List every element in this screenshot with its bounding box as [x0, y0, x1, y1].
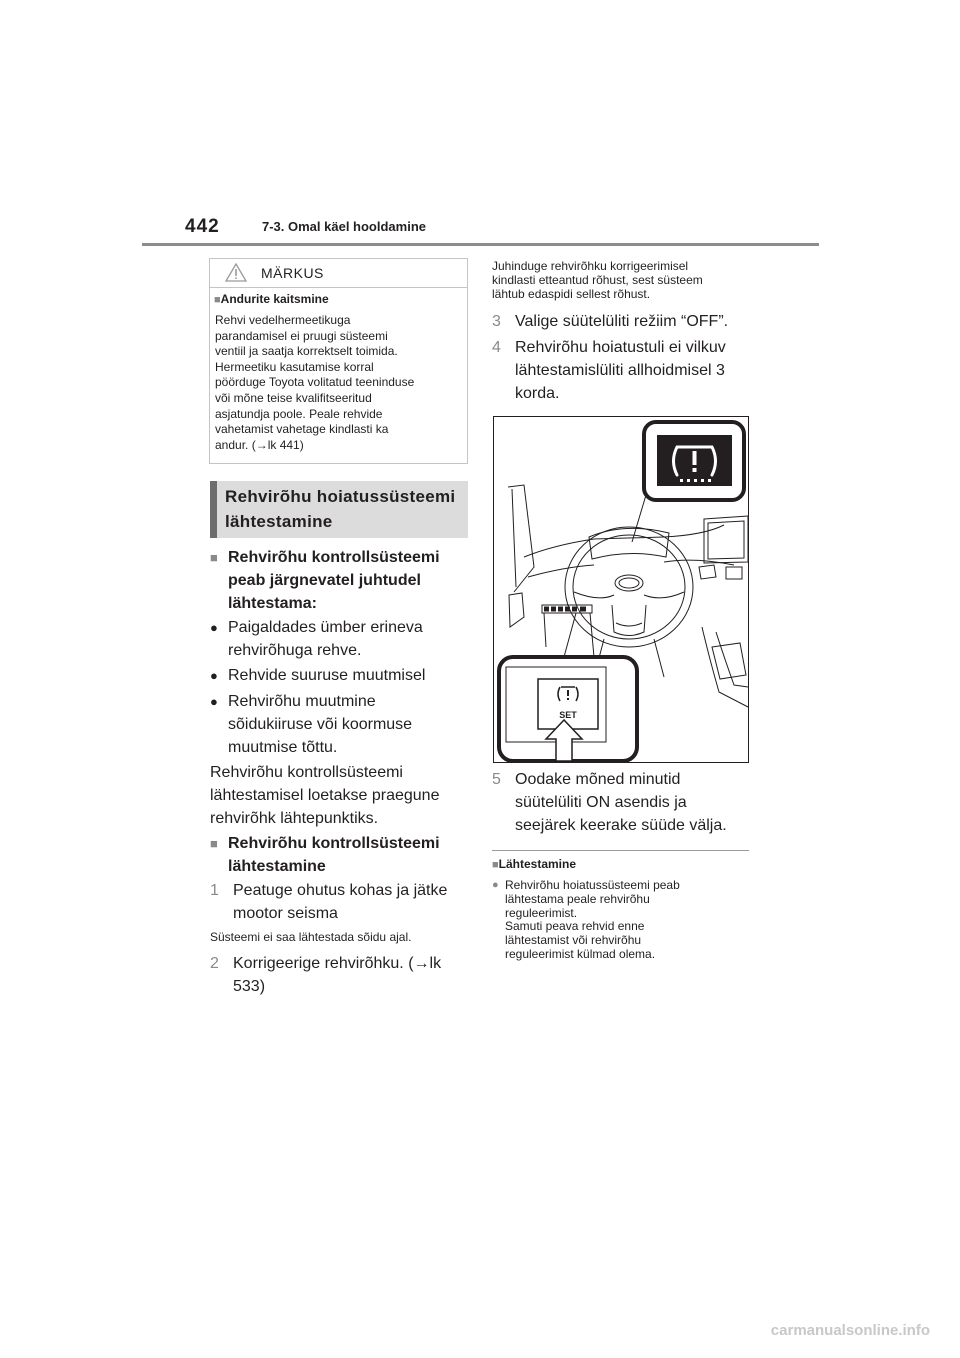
bullet-icon: ● [210, 668, 218, 683]
step-number: 1 [210, 882, 219, 899]
step-text: Rehvirõhu hoiatustuli ei vilkuv lähtestamislüliti allhoidmisel 3 korda. [515, 339, 726, 402]
list-item [210, 690, 470, 759]
square-bullet-icon: ■ [210, 550, 218, 565]
footnote-body [492, 879, 754, 962]
notice-subheading [214, 292, 329, 306]
bullet-icon: ● [492, 879, 499, 891]
bullet-icon: ● [210, 620, 218, 635]
notice-subheading-text: Andurite kaitsmine [220, 292, 329, 306]
step-number: 2 [210, 955, 219, 972]
step-number: 3 [492, 313, 501, 330]
step-1 [210, 879, 470, 925]
step-3 [492, 310, 754, 333]
step-text: Oodake mõned minutid süütelüliti ON asendis ja seejärek keerake süüde välja. [515, 771, 727, 834]
subheading-text: Rehvirõhu kontrollsüsteemi lähtestamine [228, 835, 440, 875]
footnote-heading-text: Lähtestamine [498, 857, 577, 871]
list-item-text: Paigaldades ümber erineva rehvirõhuga rehve. [228, 619, 423, 659]
pressure-note: Juhinduge rehvirõhku korrigeerimisel kindlasti etteantud rõhust, sest süsteem lähtub edaspidi sellest rõhust. [492, 259, 703, 301]
step-4 [492, 336, 754, 405]
step-5 [492, 768, 754, 837]
step-text: Korrigeerige rehvirõhku. (→lk 533) [233, 955, 442, 995]
notice-box [209, 258, 468, 464]
step-number: 4 [492, 339, 501, 356]
square-bullet-icon: ■ [214, 294, 221, 306]
section-heading-text: Rehvirõhu hoiatussüsteemi lähtestamine [225, 487, 456, 531]
subheading-reset-conditions [210, 546, 470, 615]
footnote-text: Rehvirõhu hoiatussüsteemi peab lähtestama peale rehvirõhu reguleerimist. Samuti peava rehvid enne lähtestamist või rehvirõhu reguleerimist külmad olema. [505, 878, 680, 961]
heading-bar [210, 481, 217, 538]
set-switch-label: SET [559, 710, 577, 720]
header-rule [142, 243, 819, 246]
list-item-text: Rehvirõhu muutmine sõidukiiruse või koormuse muutmise tõttu. [228, 693, 413, 756]
notice-body: Rehvi vedelhermeetikuga parandamisel ei pruugi süsteemi ventiil ja saatja korrektselt toimida. Hermeetiku kasutamise korral pöörduge Toyota volitatud teeninduse või mõne teise kvalifitseeritud asjatundja poole. Peale rehvide vahetamist vahetage kindlasti ka andur. (→lk 441) [215, 313, 415, 452]
step-2 [210, 952, 470, 998]
watermark-footer: carmanualsonline.info [770, 1322, 930, 1339]
footnote-rule [492, 850, 749, 851]
list-item [210, 664, 470, 687]
bullet-icon: ● [210, 694, 218, 709]
section-heading [210, 481, 468, 538]
paragraph: Rehvirõhu kontrollsüsteemi lähtestamisel loetakse praegune rehvirõhk lähtepunktiks. [210, 764, 440, 827]
dashboard-drawing [494, 417, 749, 763]
page-number: 442 [185, 216, 220, 237]
subheading-text: Rehvirõhu kontrollsüsteemi peab järgnevatel juhtudel lähtestama: [228, 549, 440, 612]
dashboard-illustration [493, 416, 749, 763]
step-text: Valige süütelüliti režiim “OFF”. [515, 313, 729, 330]
step-note: Süsteemi ei saa lähtestada sõidu ajal. [210, 930, 412, 944]
square-bullet-icon: ■ [210, 836, 218, 851]
section-title: 7-3. Omal käel hooldamine [262, 219, 426, 234]
notice-header [210, 259, 467, 288]
notice-title: MÄRKUS [261, 265, 324, 281]
subheading-reset-procedure [210, 832, 470, 878]
step-text: Peatuge ohutus kohas ja jätke mootor seisma [233, 882, 448, 922]
step-number: 5 [492, 771, 501, 788]
warning-triangle-icon [225, 263, 247, 282]
footnote-heading [492, 857, 576, 871]
list-item [210, 616, 470, 662]
square-bullet-icon: ■ [492, 859, 499, 871]
list-item-text: Rehvide suuruse muutmisel [228, 667, 426, 684]
